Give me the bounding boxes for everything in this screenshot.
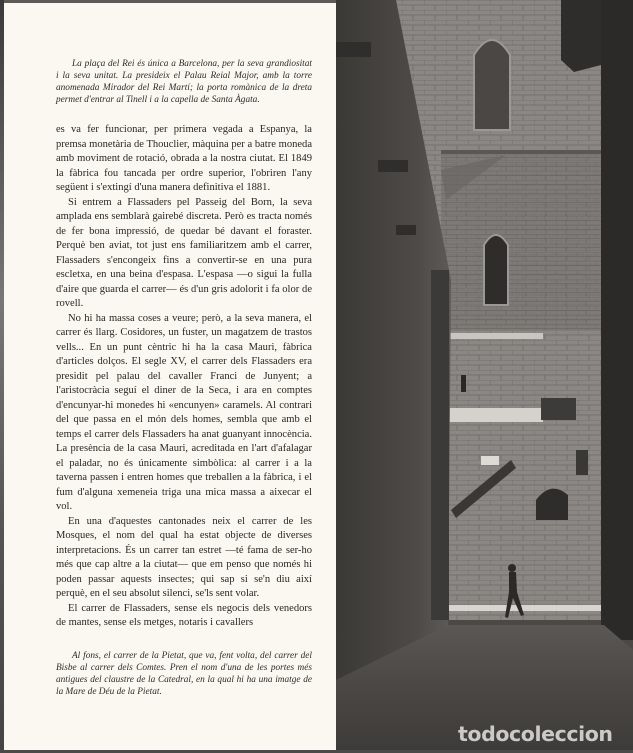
caption-top: La plaça del Rei és única a Barcelona, per la seva grandiositat i la seva unitat. La presideix el Palau Reial Major, amb la torre anomenada Mirador del Rei Martí; la porta romànica de la dreta permet d'entrar al Tinell i a la capella de Santa Àgata. — [56, 59, 312, 105]
body-paragraph-4: En una d'aquestes cantonades neix el carrer de les Mosques, el nom del qual ha estat objecte de diverses interpretacions. És un carrer tan estret —té fama de ser-ho més que cap altre a la ciutat— que em penso que només hi poden passar aquests insectes; qui sap si se'n diu així perquè, en el seu absolut silenci, se'ls sent volar. — [56, 515, 312, 599]
caption-bottom: Al fons, el carrer de la Pietat, que va, fent volta, del carrer del Bisbe al carrer dels Comtes. Pren el nom d'una de les portes més antigues del claustre de la Catedral, en la qual hi ha una imatge de la Mare de Déu de la Pietat. — [56, 651, 312, 697]
body-paragraph-2: Si entrem a Flassaders pel Passeig del Born, la seva amplada ens semblarà gairebé discreta. Però es tracta només de fer bona impressió, de quedar bé davant el foraster. Perquè ben aviat, tot just ens familiaritzem amb el carrer, Flassaders s'encongeix fins a convertir-se en una pura escletxa, en una beina d'espasa. L'espasa —o sigui la fulla d'aire que guarda el carrer— és d'un gris adolorit i fa olor de rovell. — [56, 196, 312, 309]
page-edge-top — [0, 0, 336, 3]
page-edge-left — [0, 0, 4, 753]
body-text — [56, 123, 312, 631]
street-photograph — [336, 0, 633, 750]
body-paragraph-5: El carrer de Flassaders, sense els negocis dels venedors de mantes, sense els metges, notaris i cavallers — [56, 602, 312, 628]
body-paragraph-3: No hi ha massa coses a veure; però, a la seva manera, el carrer és llarg. Cosidores, un fuster, un magatzem de trastos vells... En un punt cèntric hi ha la casa Mauri, fàbrica d'articles dolços. El segle XV, el carrer dels Flassaders era presidit pel palau del cavaller Franci de Junyent; a l'aristocràcia seguí el diner de la Seca, i ara en comptes d'encunyar-hi monedes hi «encunyen» caramels. Al contrari del que passa en el món dels homes, sembla que amb el temps el carrer dels Flassaders ha anat guanyant innocència. La presència de la casa Mauri, acreditada en l'art d'afalagar el paladar, no és únicamente simbòlica: al carrer i a la taverna passen i entren homes que treballen a la fàbrica, i el fum d'alguna xemeneia triga una mica massa a aixecar el vol. — [56, 312, 312, 512]
body-paragraph-1: es va fer funcionar, per primera vegada a Espanya, la premsa monetària de Thouclier, màquina per a batre moneda amb moviment de rotació, obrada a la nostra ciutat. El 1849 la fàbrica fou tancada per ordre superior, l'obriren l'any següent i s'extingí d'una manera definitiva el 1881. — [56, 124, 312, 193]
watermark-logo: todocoleccion — [458, 722, 613, 746]
photo-illustration — [336, 0, 633, 750]
